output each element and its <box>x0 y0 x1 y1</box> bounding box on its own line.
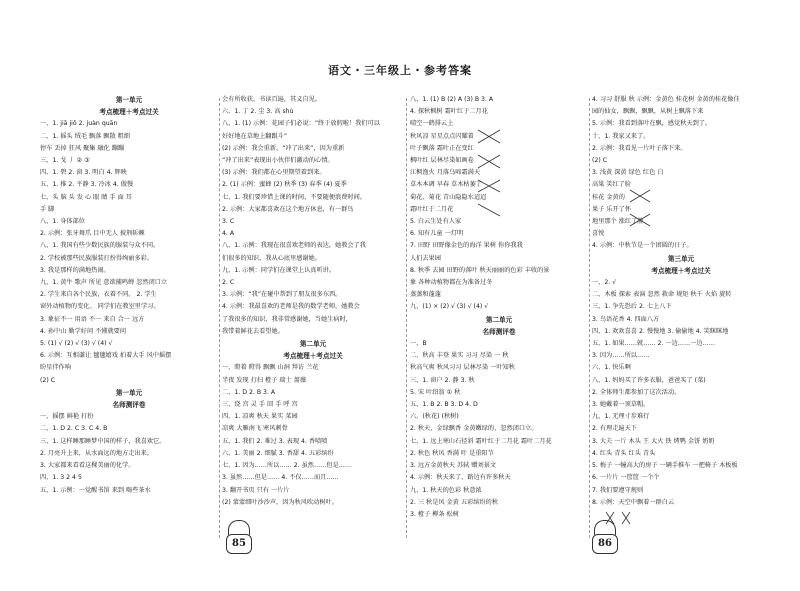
answer-line: 二、木板 探索 表演 忽然 救命 规矩 秋千 火焰 旋转 <box>592 291 732 299</box>
answer-line: 4. 示例：秋天来了，路边有许多秋天 <box>410 474 511 482</box>
answer-line: 一、瞪着 瞪得 飘飘 山洞 拜访 兰花 <box>222 364 319 372</box>
answer-line: 四、1. 碧 2. 窗 3. 明白 4. 辉映 <box>40 169 127 177</box>
decorative-frame-icon <box>228 520 250 535</box>
answer-line: 九、1. 示例：同学们在课堂上认真听讲。 <box>222 266 336 274</box>
answer-line: 2. 有理走遍天下 <box>592 425 637 433</box>
answer-line: (2) 蒙蒙细叶沙沙声，因为秋风吹动树叶。 <box>222 498 338 506</box>
answer-line: 秋高气爽 秋风习习 层林尽染 一叶知秋 <box>410 364 515 372</box>
page-number-right: 86 <box>592 520 616 560</box>
answer-line: 8. 秋季 去园 田野的落叶 秋天丽丽的色彩 丰收的景 <box>410 266 550 274</box>
answer-line: 叶子飘落 霜叶正在变红 <box>410 144 474 152</box>
answer-line: 3. 象征不一 用语 不一 来自 合一 远方 <box>40 315 145 323</box>
answer-line: 3. 示例：“我”在碰中帮到了朋友很多东西。 <box>222 291 342 299</box>
answer-line: 八、1. 身体部位 <box>40 218 85 226</box>
answer-line: 七、头 脑 头 发 心 眼 睛 手 面 耳 <box>40 193 132 201</box>
answer-line: 地里那个 涨红了脸 <box>592 218 644 226</box>
answer-line: 5. (1) √ (2) √ (3) √ (4) √ <box>40 340 113 348</box>
section-heading: 名师测评卷 <box>482 327 516 336</box>
answer-line: 七、1. 远上寒山石径斜 霜叶红于二月花 霜叶二月花 <box>410 437 552 445</box>
answer-line: 3. 浅黄 深黄 绿色 红色 白 <box>592 169 664 177</box>
answer-line: 3. 我是那样的满地热闹。 <box>40 266 110 274</box>
answer-line: 五、1. B 2. B 3. D 4. D <box>410 401 478 409</box>
answer-line: 九、(1) × (2) √ (3) √ (4) √ <box>410 303 489 311</box>
answer-line: 霜叶红于二月花 <box>410 205 454 213</box>
answer-line: 4. 探秋枫树 霜叶红于二月花 <box>410 108 488 116</box>
answer-line: 5. 示例：我看到落叶在飘，感觉秋天到了。 <box>592 120 712 128</box>
column-divider <box>219 98 220 538</box>
answer-line: 八、1. 示例：我现在很喜欢老师的表达，她教会了我 <box>222 242 366 250</box>
answer-line: 2. 秋色 秋风 香满 叶 是重阳节 <box>410 449 494 457</box>
answer-line: 人们去果园 <box>410 254 441 262</box>
answer-line: 八、1. 我国有些少数民族的服装与众不同。 <box>40 242 160 250</box>
answer-line: 秋风凉 星星点点闪耀着 <box>410 132 474 140</box>
answer-line: 6. 一片片 一筐筐 一个个 <box>592 474 660 482</box>
page-title: 语文・三年级上・参考答案 <box>328 64 472 77</box>
answer-line: 3. 因为……所以…… <box>592 352 650 360</box>
column-divider <box>406 98 407 538</box>
section-heading: 第三单元 <box>667 254 695 263</box>
answer-line: 三、1. 这样睡那睡梦中国的样子，我喜欢它。 <box>40 437 166 445</box>
answer-line: 二、秋高 丰登 果实 习习 尽染 一 秋 <box>410 352 509 360</box>
answer-line: 停车 丢掉 狂风 聚集 融化 蹦蹦 <box>40 144 125 152</box>
answer-line: 蒸蒸和蓬蓬 <box>410 291 441 299</box>
answer-line: 2. 学生来自各个民族，衣着不同。 2. 学生 <box>40 291 157 299</box>
page-number-left: 85 <box>226 520 250 560</box>
answer-line: 九、1. 秋天的色彩 秋意浓 <box>410 486 482 494</box>
section-heading: 第二单元 <box>485 315 513 324</box>
answer-line: 了我很多的知识，我非常感谢她，当她生病时， <box>222 315 352 323</box>
answer-line: 7. 田野 田野像金色的海洋 果树 你你我我 <box>410 242 523 250</box>
answer-line: 6. 知有儿童 一灯明 <box>410 230 464 238</box>
answer-line: 五、1. 我们 2. 难过 3. 表现 4. 香喷喷 <box>222 437 328 445</box>
answer-line: 3. 虽然……但是…… 4. 不仅……而且…… <box>222 474 339 482</box>
decorative-frame-icon <box>594 520 616 535</box>
answer-line: 枫叶红 层林尽染如画卷 <box>410 157 474 165</box>
answer-line: 四、1. 凉爽 秋天 果实 菜园 <box>222 413 298 421</box>
answer-line: 2. 秋天，金绿飘香 金黄嫩绿的，忽然闭口立。 <box>410 425 538 433</box>
answer-line: 六、1. 美丽 2. 细腻 3. 香甜 4. 五彩缤纷 <box>222 449 334 457</box>
answer-line: 六、1. 丁 2. 尘 3. 高 shù <box>222 108 294 116</box>
answer-line: 4. A <box>222 230 235 238</box>
answer-line: 2. 学校被那些民族服装打扮得绚丽多彩。 <box>40 254 154 262</box>
answer-line: 3. 大家都来看看这棵美丽的化学。 <box>40 462 135 470</box>
answer-line: 三、1. 窗户 2. 静 3. 秋 <box>410 376 475 384</box>
section-heading: 名师测评卷 <box>112 401 146 410</box>
answer-line: 5. 宋 叶绍翁 ① 秋 <box>410 388 461 396</box>
answer-line: 2. C <box>222 279 235 287</box>
answer-line: 园的仙女，飘飘，飘飘，从树上飘落下来 <box>592 108 704 116</box>
answer-line: 2. 月亮升上来，从水面远的地方走出来。 <box>40 449 154 457</box>
section-heading: 第二单元 <box>299 340 327 349</box>
answer-line: “冲了出来”表现出小伙伴们激动的心情。 <box>222 157 334 165</box>
answer-line: 高粱 笑红了脸 <box>592 181 632 189</box>
answer-line: 3. 大夫 一斤 木头 王 大火 铁 烤鸭 金饼 奶奶 <box>592 437 715 445</box>
answer-line: 我带着鲜花去看望她。 <box>222 327 284 335</box>
column-divider <box>589 98 590 538</box>
answer-line: 五、1. 推 2. 平静 3. 冷冰 4. 傲慢 <box>40 181 134 189</box>
answer-line: 五、1. 如果……就…… 2. 一边……一边…… <box>592 340 715 348</box>
answer-line: 喜悦 <box>592 230 605 238</box>
section-heading: 考点梳理＋考点过关 <box>283 352 343 361</box>
answer-line: 6. 示例：互相谦让 毽毽嬉戏 拍着大手 风中摇摆 <box>40 352 172 360</box>
answer-line: 八、1. (1) B (2) A (3) B 3. A <box>410 96 494 103</box>
answer-line: 们很多的知识，我从心底里感谢她。 <box>222 254 321 262</box>
answer-line: (2) 示例：我会重新，“冲了出来”，因为重新 <box>222 144 345 152</box>
answer-line: 2. 示例：我看见一片叶子落下来。 <box>592 144 687 152</box>
answer-line: 四、1. 3 2 4 5 <box>40 474 82 482</box>
column-4 <box>592 94 770 509</box>
answer-line: 3. C <box>222 218 235 226</box>
answer-line: 果子 乐开了怀 <box>592 205 632 213</box>
answer-line: 三、1. 戈 丿 ② ③ <box>40 157 90 165</box>
answer-line: 手 脚 <box>40 205 55 213</box>
answer-line: 盼星伴作响 <box>40 364 71 372</box>
answer-line: 二、1. 摇头 绒毛 飘落 飘散 粗细 <box>40 132 130 140</box>
answer-line: 六、1. 快乐啊 <box>592 364 631 372</box>
section-heading: 第一单元 <box>115 388 143 397</box>
answer-line: 一、2. √ <box>592 279 617 287</box>
answer-line: 三、1. 争先恐后 2. 七上八下 <box>592 303 672 311</box>
column-3 <box>410 94 588 521</box>
answer-line: 六、(秋花) (秋树) <box>410 413 459 421</box>
answer-line: 江枫渔火 月落乌啼霜满天 <box>410 169 481 177</box>
section-heading: 第一单元 <box>115 96 143 104</box>
answer-line: 九、1. 黄牛 歌声 所见 意欲捕鸣蝉 忽然闭口立 <box>40 279 168 287</box>
answer-line: 8. 示例：天空中飘着一群白云 <box>592 498 675 506</box>
answer-line: 晴空一鹤排云上 <box>410 120 454 128</box>
answer-line: 菊花、菊花 青山隐隐水迢迢 <box>410 193 487 201</box>
answer-line: 3. 鸟语花香 4. 四面八方 <box>592 315 660 323</box>
answer-line: 会有所收获。书读百遍，其义自见。 <box>222 96 321 103</box>
answer-line: 3. 翻开书页 只有 一片片 <box>222 486 290 494</box>
answer-line: 八、1. 妈妈买了许多衣服，爸爸买了 (菜) <box>592 376 706 384</box>
answer-line: 2. 全体师生都参加了这次活动。 <box>592 388 681 396</box>
answer-line: 一、摇摆 鲜艳 打扮 <box>40 413 94 421</box>
answer-line: 八、1. (1) 示例：花园子们必说：“终于放假啦！我们可以 <box>222 120 380 128</box>
answer-line: 象 各种动植物都在为准备过冬 <box>410 279 493 287</box>
section-heading: 考点梳理＋考点过关 <box>651 266 711 275</box>
answer-line: 2. 示例：张牙舞爪 目中无人 披荆斩棘 <box>40 230 145 238</box>
answer-line: 凉爽 大雁南飞 寒风刺骨 <box>222 425 288 433</box>
answer-line: 4. 红头 青头 红头 青头 <box>592 449 656 457</box>
answer-line: (2) C <box>592 157 608 165</box>
answer-line: 草木本调 早春 草木枯萎了 <box>410 181 482 189</box>
answer-line: 二、1. D 2. B 3. A <box>222 388 276 396</box>
answer-line: 3. 橙子 柳条 松树 <box>410 510 459 518</box>
answer-line: 4. 示例：我最喜欢的老师是我的数学老师，她教会 <box>222 303 360 311</box>
answer-line: 五、1. 示例：一觉醒书馆 来到 喝些茶水 <box>40 486 151 494</box>
answer-line: 2. 三 秋是风 金黄 五彩缤纷的秋 <box>410 498 499 506</box>
section-heading: 考点梳理＋考点过关 <box>99 108 159 117</box>
answer-line: 三、绕 宫 灵 手 回 手 呼 宫 <box>222 401 298 409</box>
answer-line: 4. 示例：中秋节是一个团圆的日子。 <box>592 242 693 250</box>
answer-line: 5. 梅子 一幢高大的房子 一辆手推车 一把椅子 木板板 <box>592 462 738 470</box>
answer-line: 七、1. 我们要珍惜上课的时间，不要随便浪费时间。 <box>222 193 366 201</box>
answer-line: (3) 示例：我们都在心里期望着到来。 <box>222 169 326 177</box>
answer-line: 5. 白云生处有人家 <box>410 218 462 226</box>
answer-line: 窗外动植物的变化。 同学们在教室里学习。 <box>40 303 160 311</box>
answer-line: 2. (1) 示例：蜜蜂 (2) 秋季 (3) 春季 (4) 夏季 <box>222 181 347 189</box>
answer-line: 一、1. jiā jiō 2. juàn quān <box>40 120 118 128</box>
answer-line: 十、1. 我家又来了。 <box>592 132 650 140</box>
answer-line: 好好地在草地上翻跟斗” <box>222 132 288 140</box>
answer-line: 3. 远方金黄秋天 苏轼 赠刘景文 <box>410 462 497 470</box>
column-2 <box>222 94 404 509</box>
answer-line: 半夜 发现 打扫 橙子 瑞士 蔷薇 <box>222 376 307 384</box>
answer-line: 七、1. 因为……所以…… 2. 虽然……但是…… <box>222 462 352 470</box>
answer-line: 一、B <box>410 340 427 348</box>
answer-line: 四、1. 欢欢喜喜 2. 慢慢地 3. 偷偷地 4. 笑眯眯地 <box>592 327 729 335</box>
column-1 <box>40 94 218 497</box>
answer-line: (2) C <box>40 376 56 384</box>
answer-line: 7. 我们要遵守规则 <box>592 486 644 494</box>
answer-line: 3. 她戴着一顶草帽。 <box>592 401 650 409</box>
answer-line: 4. 孙中山 勤学好问 不懂就要问 <box>40 327 127 335</box>
answer-line: 桂花 金黄的 <box>592 193 625 201</box>
answer-line: 4. 习习 舒服 秋 示例：金黄色 桂花树 金黄的桂花像佳 <box>592 96 740 103</box>
answer-line: 二、1. D 2. C 3. C 4. B <box>40 425 108 433</box>
answer-line: 2. 示例：大家都喜欢在这个地方休息，有一群鸟 <box>222 205 354 213</box>
answer-line: 九、1. 无理寸步难行 <box>592 413 650 421</box>
